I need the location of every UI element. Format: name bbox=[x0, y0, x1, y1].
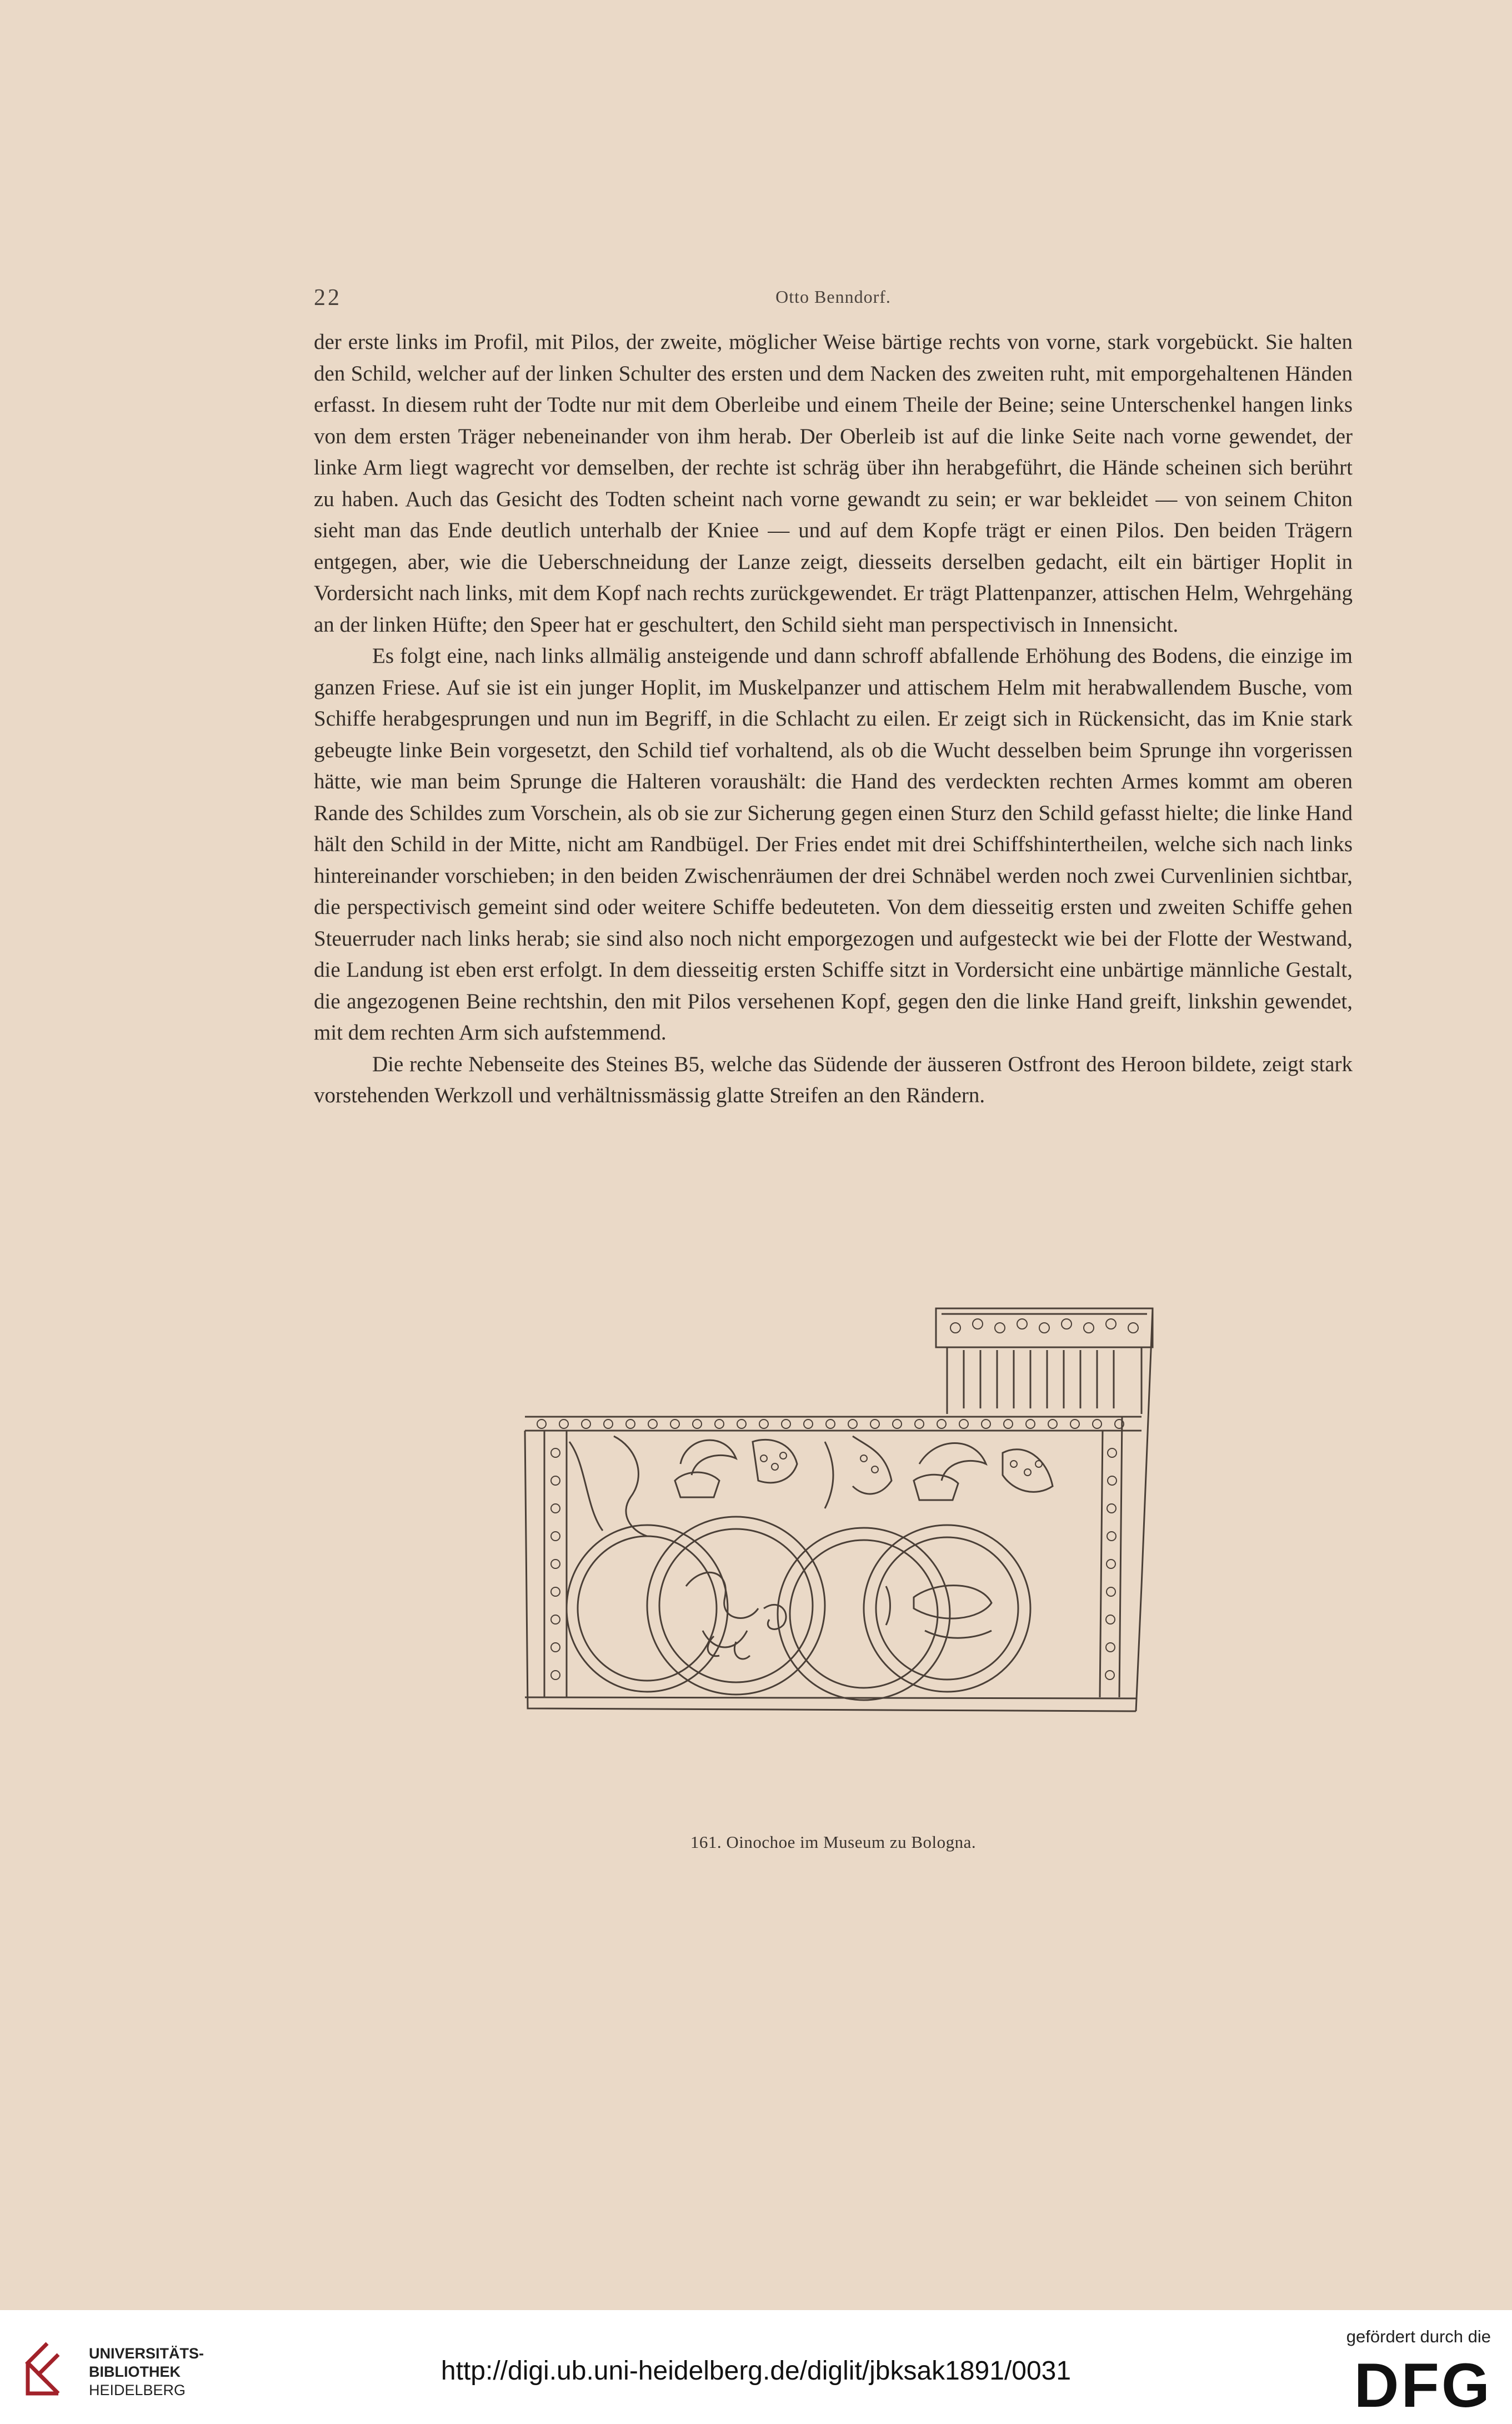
body-text bbox=[314, 327, 1353, 1112]
figure-caption: 161. Oinochoe im Museum zu Bologna. bbox=[690, 1832, 977, 1852]
funded-by-label: gefördert durch die bbox=[1346, 2327, 1491, 2346]
page-header bbox=[314, 284, 1353, 318]
library-name-line: UNIVERSITÄTS- bbox=[89, 2345, 204, 2362]
paragraph: Es folgt eine, nach links allmälig ansteigende und dann schroff abfallende Erhöhung des Bodens, die einzige im ganzen Friese. Auf sie ist ein junger Hoplit, im Muskelpanzer und attischem Helm mit herabwallendem Busche, vom Schiffe herabgesprungen und nun im Begriff, in die Schlacht zu eilen. Er zeigt sich in Rückensicht, das im Knie stark gebeugte linke Bein vorgesetzt, den Schild tief vorhaltend, als ob die Wucht desselben beim Sprunge ihn vorgerissen hätte, wie man beim Sprunge die Halteren voraushält: die Hand des verdeckten rechten Armes kommt am oberen Rande des Schildes zum Vorschein, als ob sie zur Sicherung gegen einen Sturz den Schild gefasst hielte; die linke Hand hält den Schild in der Mitte, nicht am Randbügel. Der Fries endet mit drei Schiffshintertheilen, welche sich nach links hintereinander vorschieben; in den beiden Zwischenräumen der drei Schnäbel werden noch zwei Curvenlinien sichtbar, die perspectivisch gemeint sind oder weitere Schiffe bedeuteten. Von dem diesseitig ersten und zweiten Schiffe gehen Steuerruder nach links herab; sie sind also noch nicht emporgezogen und aufgesteckt wie bei der Flotte der Westwand, die Landung ist eben erst erfolgt. In dem diesseitig ersten Schiffe sitzt in Vordersicht eine unbärtige männliche Gestalt, die angezogenen Beine rechtshin, den mit Pilos versehenen Kopf, gegen den die linke Hand greift, linkshin gewendet, mit dem rechten Arm sich aufstemmend. bbox=[314, 644, 1353, 1044]
oinochoe-drawing bbox=[503, 1297, 1169, 1720]
dfg-logo: DFG bbox=[1354, 2351, 1492, 2420]
footer-bar bbox=[0, 2310, 1512, 2424]
paragraph: der erste links im Profil, mit Pilos, der zweite, möglicher Weise bärtige rechts von vorne, stark vorgebückt. Sie halten den Schild, welcher auf der linken Schulter des ersten und dem Nacken des zweiten ruht, mit emporgehaltenen Händen erfasst. In diesem ruht der Todte nur mit dem Oberleibe und einem Theile der Beine; seine Unterschenkel hangen links von dem ersten Träger nebeneinander von ihm herab. Der Oberleib ist auf die linke Seite nach vorne gewendet, der linke Arm liegt wagrecht vor demselben, der rechte ist schräg über ihn herabgeführt, die Hände scheinen sich berührt zu haben. Auch das Gesicht des Todten scheint nach vorne gewandt zu sein; er war bekleidet — von seinem Chiton sieht man das Ende deutlich unterhalb der Kniee — und auf dem Kopfe trägt er einen Pilos. Den beiden Trägern entgegen, aber, wie die Ueberschneidung der Lanze zeigt, diesseits derselben gedacht, eilt ein bärtiger Hoplit in Vordersicht nach links, mit dem Kopf nach rechts zurückgewendet. Er trägt Plattenpanzer, attischen Helm, Wehrgehäng an der linken Hüfte; den Speer hat er geschultert, den Schild sieht man perspectivisch in Innensicht. bbox=[314, 330, 1353, 637]
paragraph: Die rechte Nebenseite des Steines B5, welche das Südende der äusseren Ostfront des Heroon bildete, zeigt stark vorstehenden Werkzoll und verhältnissmässig glatte Streifen an den Rändern. bbox=[314, 1052, 1353, 1107]
page-number: 22 bbox=[314, 285, 342, 311]
oinochoe-illustration bbox=[503, 1297, 1169, 1720]
library-name-line: HEIDELBERG bbox=[89, 2382, 186, 2398]
running-head: Otto Benndorf. bbox=[775, 287, 891, 307]
source-url-link[interactable]: http://digi.ub.uni-heidelberg.de/diglit/jbksak1891/0031 bbox=[440, 2356, 1072, 2386]
library-name-line: BIBLIOTHEK bbox=[89, 2363, 181, 2380]
